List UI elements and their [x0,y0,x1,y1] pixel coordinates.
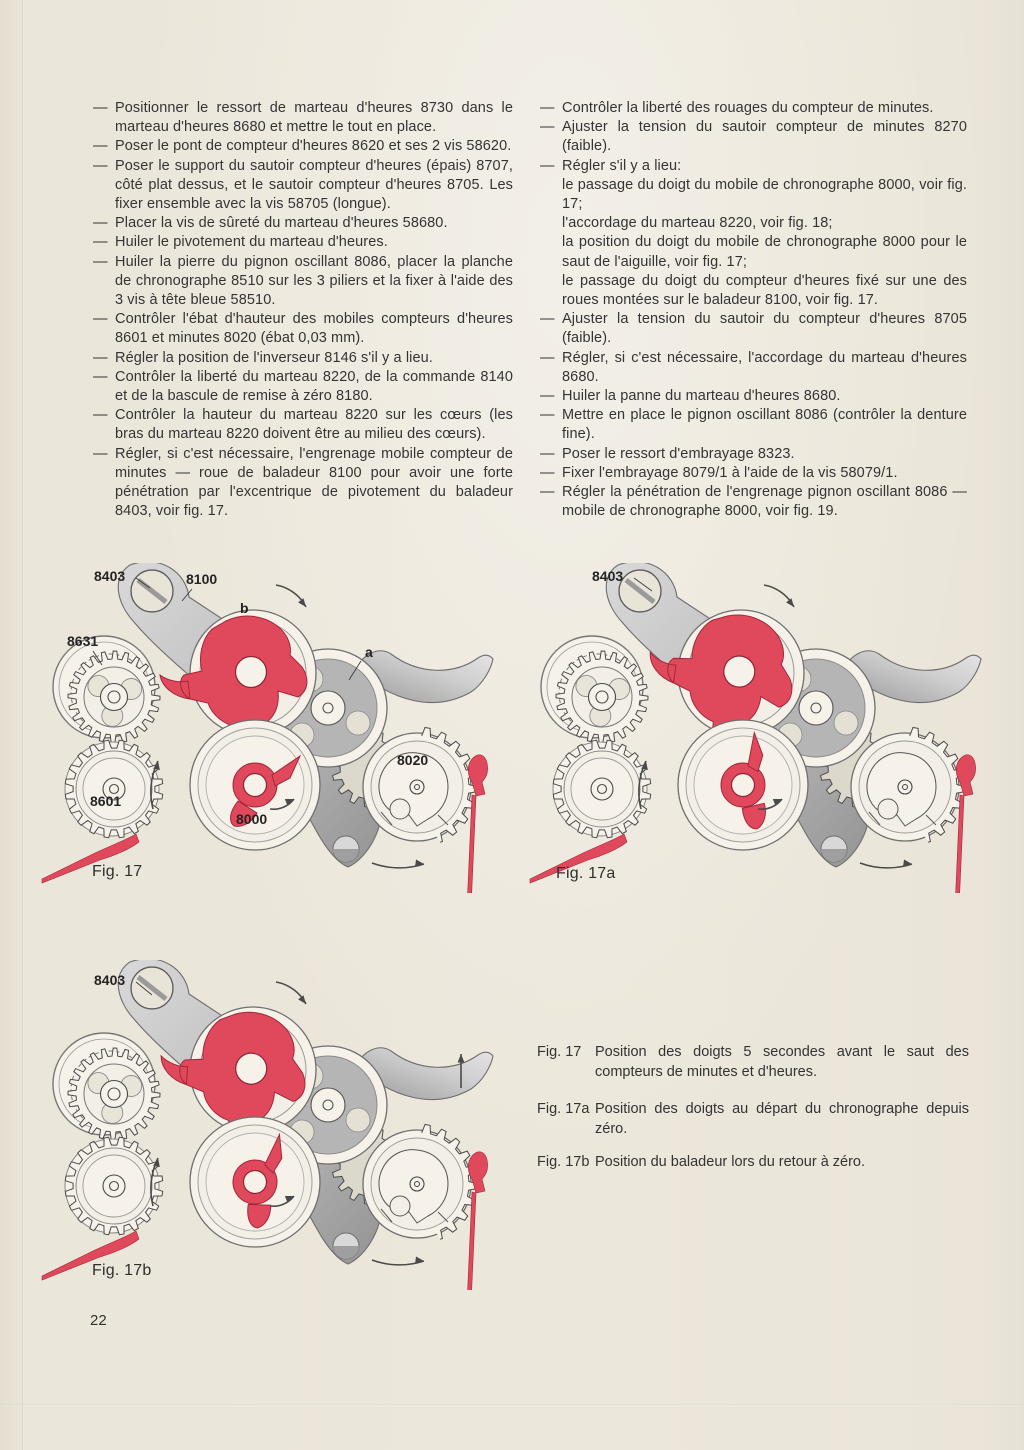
instruction-item [93,214,513,233]
figure-17-diagram [40,563,515,893]
instruction-text: Régler la pénétration de l'engrenage pignon oscillant 8086 — mobile de chronographe 8000, voir fig. 19. [562,484,967,520]
instruction-text: Huiler la pierre du pignon oscillant 8086, placer la planche de chronographe 8510 sur les 3 piliers et la fixer à l'aide des 3 vis à tête bleue 58510. [115,253,513,309]
figure-17-caption: Fig. 17 [92,863,143,880]
instruction-item [540,349,967,387]
part-label: b [240,600,249,616]
instruction-text: Contrôler l'ébat d'hauteur des mobiles compteurs d'heures 8601 et minutes 8020 (ébat 0,03 mm). [115,311,513,347]
instruction-text: Régler, si c'est nécessaire, l'engrenage mobile compteur de minutes — roue de baladeur 8100 pour avoir une forte pénétration par l'excentrique de pivotement du baladeur 8403, voir fig. 17. [115,445,513,520]
caption-row-fig17 [537,1043,969,1082]
bullet-dash: — [93,311,108,328]
bullet-dash: — [540,464,555,481]
bullet-dash: — [540,484,555,501]
bullet-dash: — [93,100,108,116]
bullet-dash: — [93,234,108,251]
part-label: 8631 [67,633,99,649]
instruction-item [540,406,967,444]
caption-text: Position du baladeur lors du retour à zéro. [595,1154,866,1170]
part-label: 8601 [90,793,122,809]
page-crease [0,1404,1024,1406]
instruction-item [540,387,967,406]
instruction-item [540,483,967,521]
caption-label: Fig. 17a [537,1101,590,1117]
caption-row-fig17a [537,1100,969,1139]
instruction-text: Poser le ressort d'embrayage 8323. [562,445,795,462]
figure-17b [40,960,515,1305]
caption-label: Fig. 17b [537,1154,590,1170]
part-label: 8020 [397,752,429,768]
bullet-dash: — [540,157,555,174]
instruction-text: Régler, si c'est nécessaire, l'accordage du marteau d'heures 8680. [562,349,967,385]
left-instruction-column [93,99,513,521]
caption-text: Position des doigts au départ du chronographe depuis zéro. [595,1101,969,1137]
instruction-text: l'accordage du marteau 8220, voir fig. 18; [562,215,833,232]
instruction-item [540,118,967,156]
instruction-item [93,233,513,252]
bullet-dash: — [93,368,108,385]
instruction-text: Contrôler la hauteur du marteau 8220 sur les cœurs (les bras du marteau 8220 doivent être au milieu des cœurs). [115,407,513,443]
instruction-subitem [540,176,967,214]
bullet-dash: — [93,253,108,270]
instruction-item [540,157,967,176]
part-label: 8403 [94,972,126,988]
page-number: 22 [90,1312,107,1329]
instruction-text: Régler s'il y a lieu: [562,157,682,174]
figure-17 [40,563,515,908]
instruction-item [93,310,513,348]
instruction-subitem [540,272,967,310]
instruction-item [540,310,967,348]
instruction-text: Contrôler la liberté du marteau 8220, de la commande 8140 et de la bascule de remise à zéro 8180. [115,368,513,405]
part-label: 8000 [236,811,268,827]
figure-17b-caption: Fig. 17b [92,1262,152,1279]
instruction-text: le passage du doigt du compteur d'heures fixé sur une des roues montées sur le baladeur 8100, voir fig. 17. [562,272,967,309]
instruction-item [540,99,967,118]
instruction-text: Positionner le ressort de marteau d'heures 8730 dans le marteau d'heures 8680 et mettre le tout en place. [115,100,513,136]
figure-17a [528,563,1003,908]
caption-text: Position des doigts 5 secondes avant le saut des compteurs de minutes et d'heures. [595,1044,969,1080]
instruction-text: Régler la position de l'inverseur 8146 s'il y a lieu. [115,349,433,366]
instruction-text: Placer la vis de sûreté du marteau d'heures 58680. [115,215,448,232]
instruction-subitem [540,214,967,233]
instruction-item [93,137,513,156]
bullet-dash: — [540,445,555,462]
instruction-text: Huiler le pivotement du marteau d'heures. [115,234,388,251]
instruction-text: Poser le pont de compteur d'heures 8620 et ses 2 vis 58620. [115,138,512,155]
instruction-item [93,157,513,215]
instruction-text: Poser le support du sautoir compteur d'heures (épais) 8707, côté plat dessus, et le sautoir compteur d'heures 8705. Les fixer ensemble avec la vis 58705 (longue). [115,157,513,213]
caption-row-fig17b [537,1153,969,1173]
instruction-text: Huiler la panne du marteau d'heures 8680. [562,388,841,405]
instruction-text: la position du doigt du mobile de chronographe 8000 pour le saut de l'aiguille, voir fig. 17; [562,234,967,270]
bullet-dash: — [93,138,108,155]
bullet-dash: — [93,349,108,366]
bullet-dash: — [93,215,108,232]
instruction-subitem [540,233,967,271]
part-label: a [365,644,373,660]
part-label: 8403 [592,568,624,584]
instruction-item [93,253,513,311]
instruction-item [540,464,967,483]
right-instruction-column [540,99,967,521]
bullet-dash: — [93,157,108,174]
bullet-dash: — [540,349,555,366]
instruction-item [540,445,967,464]
figure-17a-diagram [528,563,1003,893]
instruction-item [93,349,513,368]
instruction-item [93,445,513,522]
page-fold-line [22,0,24,1450]
figure-17b-diagram [40,960,515,1290]
instruction-item [93,99,513,137]
bullet-dash: — [540,407,555,424]
bullet-dash: — [540,119,555,136]
part-label: 8100 [186,571,218,587]
instruction-item [93,406,513,444]
instruction-text: Mettre en place le pignon oscillant 8086 (contrôler la denture fine). [562,407,967,443]
bullet-dash: — [540,100,555,116]
instruction-text: Fixer l'embrayage 8079/1 à l'aide de la vis 58079/1. [562,464,898,481]
bullet-dash: — [93,407,108,424]
instruction-text: Ajuster la tension du sautoir du compteur d'heures 8705 (faible). [562,311,967,347]
figure-17a-caption: Fig. 17a [556,865,616,882]
instruction-text: le passage du doigt du mobile de chronographe 8000, voir fig. 17; [562,176,967,213]
instruction-text: Ajuster la tension du sautoir compteur de minutes 8270 (faible). [562,119,967,155]
part-label: 8403 [94,568,126,584]
caption-label: Fig. 17 [537,1044,582,1060]
bullet-dash: — [540,388,555,405]
bullet-dash: — [93,445,108,462]
bullet-dash: — [540,311,555,328]
instruction-item [93,368,513,406]
instruction-text: Contrôler la liberté des rouages du compteur de minutes. [562,100,934,116]
